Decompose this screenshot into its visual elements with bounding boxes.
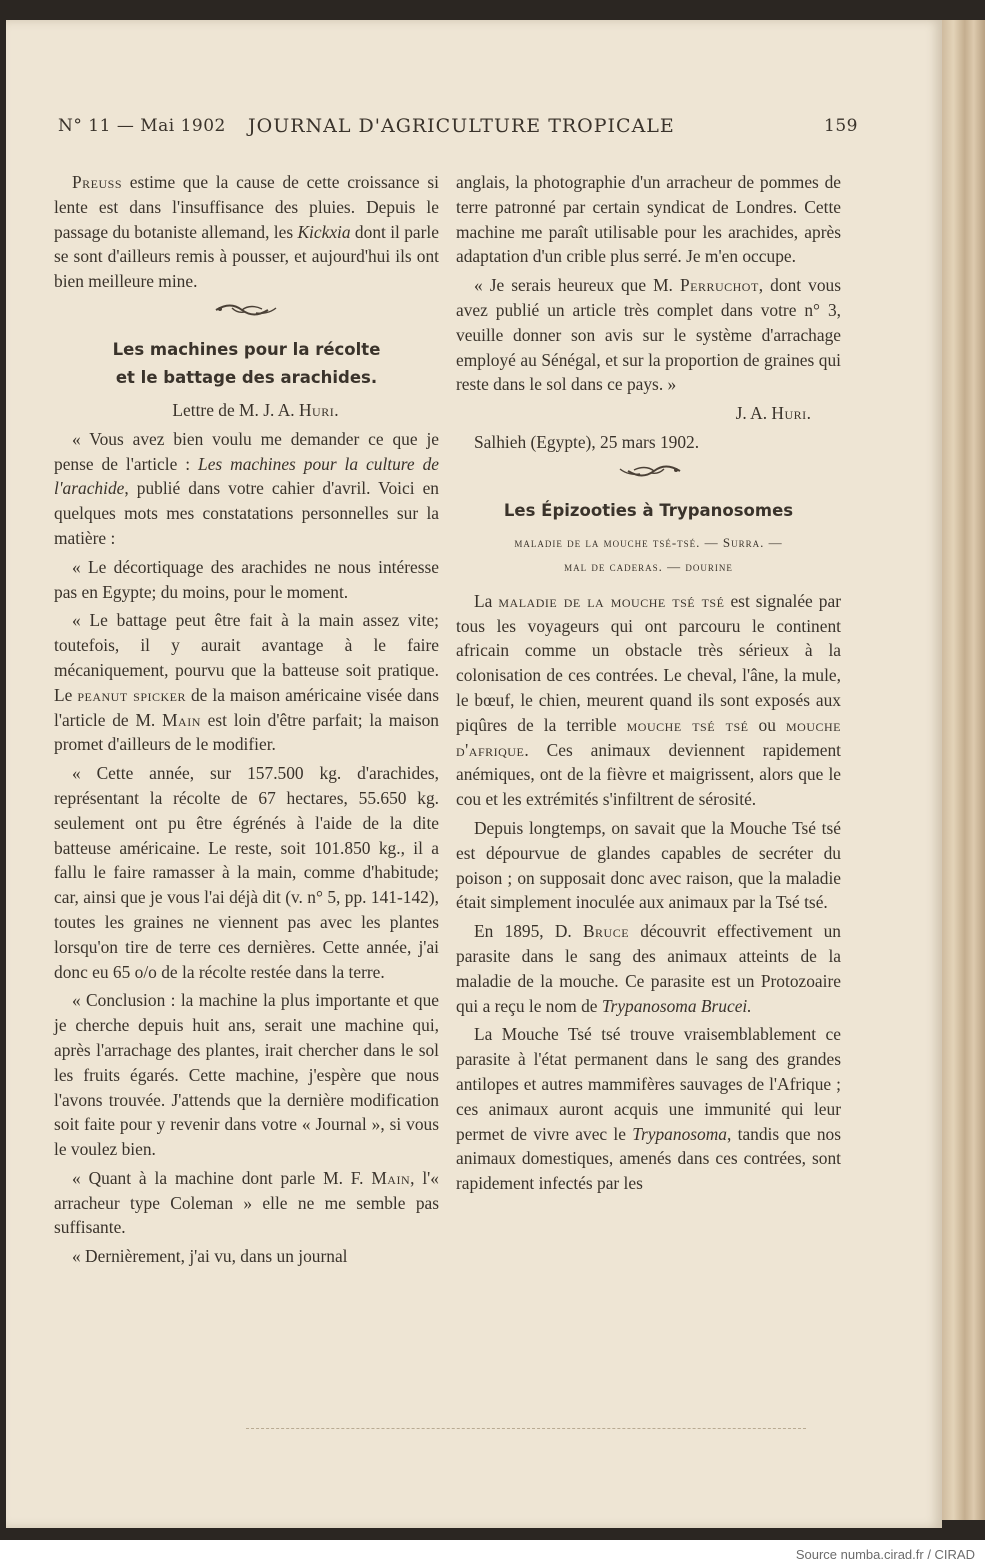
paragraph: En 1895, D. Bruce découvrit effectivement un parasite dans le sang des animaux atteints de la maladie de la mouche. Ce parasite est un Protozoaire qui a reçu le nom de Trypanosoma Brucei. bbox=[456, 921, 841, 1016]
section-subtitle: maladie de la mouche tsé-tsé. — Surra. — mal de caderas. — dourine bbox=[514, 534, 783, 574]
left-column bbox=[54, 170, 439, 1273]
paragraph: « Je serais heureux que M. Perruchot, dont vous avez publié un article très complet dans votre n° 3, veuille donner son avis sur le système d'arrachage employé au Sénégal, et sur la proportion de graines qui reste dans le sol dans ce pays. » bbox=[456, 275, 841, 395]
paragraph: La maladie de la mouche tsé tsé est signalée par tous les voyageurs qui ont parcouru le continent africain comme un obstacle très sérieux à la colonisation de ces contrées. Le cheval, l'âne, la mule, le bœuf, le chien, meurent quand ils sont exposés aux piqûres de la terrible mouche tsé tsé ou mouche d'afrique. Ces animaux deviennent rapidement anémiques, ont de la fièvre et maigrissent, alors que le cou et les extrémités s'infiltrent de sérosité. bbox=[456, 590, 841, 810]
page-edges bbox=[940, 20, 985, 1520]
paragraph: Depuis longtemps, on savait que la Mouche Tsé tsé est dépourvue de glandes capables de secréter du poison ; on supposait donc avec raison, que la maladie était simplement inoculée aux animaux par la Tsé tsé. bbox=[456, 817, 841, 913]
paragraph: « Quant à la machine dont parle M. F. Main, l'« arracheur type Coleman » elle ne me semble pas suffisante. bbox=[54, 1167, 439, 1238]
paragraph: anglais, la photographie d'un arracheur de pommes de terre patronné par certain syndicat de Londres. Cette machine me paraît utilisable pour les arachides, après adaptation d'un crible plus serré. Je m'en occupe. bbox=[456, 172, 841, 267]
section-title-machines: Les machines pour la récolte et le battage des arachides. bbox=[112, 339, 381, 387]
right-column bbox=[456, 170, 841, 1200]
paragraph: « Le battage peut être fait à la main assez vite; toutefois, il y aurait avantage à le faire mécaniquement, pourvu que la batteuse soit pratique. Le peanut spicker de la maison américaine visée dans l'article de M. Main est loin d'être parfait; la maison promet d'ailleurs de le modifier. bbox=[54, 610, 439, 755]
intro-paragraph: Preuss estime que la cause de cette croissance si lente est dans l'insuffisance des pluies. Depuis le passage du botaniste allemand, les Kickxia dont il parle se sont d'ailleurs remis à pousser, et aujourd'hui ils ont bien meilleure mine. bbox=[54, 172, 439, 292]
paragraph: « Le décortiquage des arachides ne nous intéresse pas en Egypte; du moins, pour le moment. bbox=[54, 556, 439, 602]
paragraph: « Dernièrement, j'ai vu, dans un journal bbox=[72, 1246, 348, 1267]
page-number: 159 bbox=[824, 116, 858, 136]
paragraph: « Conclusion : la machine la plus importante et que je cherche depuis huit ans, serait une machine qui, après l'arrachage des plantes, irait chercher dans le sol les fruits égarés. Cette machine, j'espère que nous l'avons trouvée. J'attends que la dernière modification soit faite pour y revenir dans votre « Journal », si vous le voulez bien. bbox=[54, 990, 439, 1160]
bottom-rule bbox=[246, 1428, 806, 1430]
ornament-divider-icon bbox=[456, 461, 841, 493]
dateline: Salhieh (Egypte), 25 mars 1902. bbox=[474, 431, 700, 452]
ornament-divider-icon bbox=[54, 300, 439, 332]
running-head bbox=[58, 116, 858, 146]
paragraph: « Vous avez bien voulu me demander ce que je pense de l'article : Les machines pour la culture de l'arachide, publié dans votre cahier d'avril. Voici en quelques mots mes constatations personnelles sur la matière : bbox=[54, 428, 439, 548]
page bbox=[6, 20, 942, 1528]
paragraph: « Cette année, sur 157.500 kg. d'arachides, représentant la récolte de 67 hectares, 55.650 kg. seulement ont pu être égrénés à l'aide de la dite batteuse américaine. Le reste, soit 101.850 kg., il a fallu le faire ramasser à la main, comme d'habitude; car, ainsi que je vous l'ai déjà dit (v. n° 5, pp. 141-142), toutes les graines ne viennent pas avec les plantes lorsqu'on tire de terre ces dernières. Cette année, j'ai donc eu 65 o/o de la récolte restée dans la terre. bbox=[54, 763, 439, 982]
section-title-epizooties: Les Épizooties à Trypanosomes bbox=[503, 500, 794, 520]
paragraph: La Mouche Tsé tsé trouve vraisemblablement ce parasite à l'état permanent dans le sang des grandes antilopes et autres mammifères sauvages de l'Afrique ; ces animaux auront acquis une immunité qui leur permet de vivre avec le Trypanosoma, tandis que nos animaux domestiques, amenés dans ces contrées, sont rapidement infectés par les bbox=[456, 1024, 842, 1194]
letter-heading: Lettre de M. J. A. Huri. bbox=[172, 399, 339, 420]
source-credit: Source numba.cirad.fr / CIRAD bbox=[795, 1547, 975, 1562]
journal-title: JOURNAL D'AGRICULTURE TROPICALE bbox=[248, 115, 675, 137]
issue-label: N° 11 — Mai 1902 bbox=[58, 116, 226, 136]
signature: J. A. Huri. bbox=[735, 403, 811, 424]
